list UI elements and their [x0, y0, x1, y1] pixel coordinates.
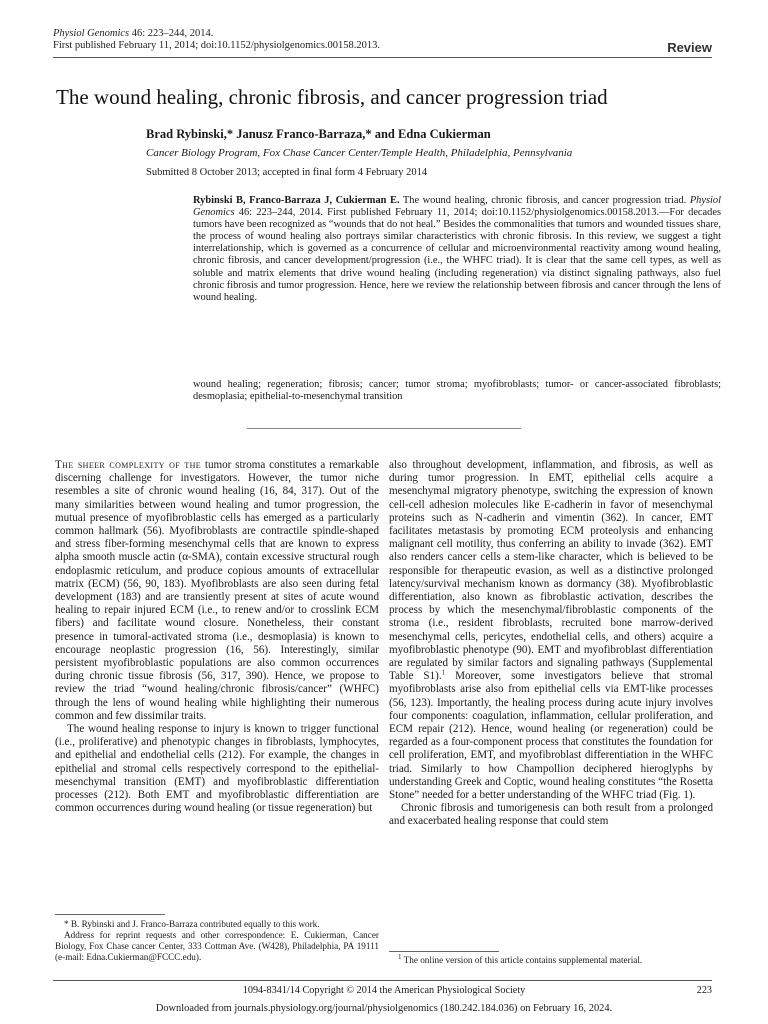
paragraph-text: Moreover, some investigators believe that stromal myofibroblasts arise also from epithelial cells via EMT-like processes (56, 123). Importantly, the healing process during acute injury involves four components: coagulation, inflammation, cellular proliferation, and ECM repair (212). Hence, wound healing (or regeneration) could be regarded as a four-component process that constitutes the foundation for cell proliferation, EMT, and myofibroblast differentiation in the WHFC triad. Similarly to how Champollion deciphered hieroglyphs by understanding Greek and Coptic, wound healing constitutes “the Rosetta Stone” needed for a better understanding of the WHFC triad (Fig. 1).: [389, 670, 713, 802]
footnote-divider: [55, 914, 165, 915]
article-title: The wound healing, chronic fibrosis, and cancer progression triad: [56, 85, 608, 109]
keywords: wound healing; regeneration; fibrosis; cancer; tumor stroma; myofibroblasts; tumor- or cancer-associated fibroblasts; desmoplasia; epithelial-to-mesenchymal transition: [193, 379, 721, 403]
footnote-divider: [389, 951, 499, 952]
footnote-address: Address for reprint requests and other correspondence: E. Cukierman, Cancer Biology, Fox Chase cancer Center, 333 Cottman Ave. (W428), Philadelphia, PA 19111 (e-mail: Edna.Cukierman@FCCC.edu).: [55, 930, 379, 962]
footnote-marker[interactable]: 1: [441, 668, 446, 677]
footnote-equal-contribution: * B. Rybinski and J. Franco-Barraza contributed equally to this work.: [64, 919, 320, 929]
download-notice: Downloaded from journals.physiology.org/journal/physiolgenomics (180.242.184.036) on February 16, 2024.: [155, 1003, 613, 1014]
affiliation: Cancer Biology Program, Fox Chase Cancer Center/Temple Health, Philadelphia, Pennsylvania: [146, 147, 573, 159]
abstract-body: 46: 223–244, 2014. First published February 11, 2014; doi:10.1152/physiolgenomics.00158.2013.—For decades tumors have been recognized as “wounds that do not heal.” Besides the commonalities that tumors and wounded tissues share, the process of wound healing also portrays similar characteristics with chronic fibrosis. In this review, we suggest a tight interrelationship, which is governed as a concurrence of cellular and microenvironmental reactivity among wound healing, chronic fibrosis, and cancer development/progression (i.e., the WHFC triad). It is clear that the same cell types, as well as soluble and matrix elements that drive wound healing (including regeneration) via distinct signaling pathways, also fuel chronic fibrosis and tumor progression. Hence, here we review the relationship between fibrosis and cancer through the lens of wound healing.: [193, 207, 721, 303]
section-label: Review: [667, 40, 712, 55]
journal-header: [53, 28, 380, 52]
body-paragraph: Chronic fibrosis and tumorigenesis can both result from a prolonged and exacerbated healing response that could stem: [389, 802, 713, 828]
footnote-supplemental: [389, 952, 713, 966]
abstract: [193, 195, 721, 304]
body-paragraph: [389, 459, 713, 802]
copyright-line: 1094-8341/14 Copyright © 2014 the American Physiological Society: [242, 985, 526, 996]
header-divider: [53, 57, 712, 58]
body-paragraph: [55, 459, 379, 723]
submission-dates: Submitted 8 October 2013; accepted in final form 4 February 2014: [146, 167, 428, 178]
footnote-number: 1: [398, 952, 402, 961]
abstract-citation-journal: Physiol Genomics: [193, 195, 721, 219]
paragraph-text: also throughout development, inflammation, and fibrosis, as well as during tumor progression. In EMT, epithelial cells acquire a mesenchymal migratory phenotype, switching the expression of known cell-cell adhesion molecules like E-cadherin in favor of mesenchymal proteins such as N-cadherin and vimentin (362). In cancer, EMT facilitates metastasis by promoting ECM proteolysis and enhancing malignant cell motility, thus conferring an ability to invade (362). EMT also renders cancer cells a stem-like character, which is believed to be responsible for therapeutic evasion, as well as a distinctive prolonged latency/survival mechanism known as dormancy (38). Myofibroblastic differentiation, also known as fibroblastic activation, describes the process by which the mesenchymal/fibroblastic components of the stroma (i.e., resident fibroblasts, recruited bone marrow-derived mesenchymal cells, pericytes, endothelial cells, and others) acquire a myofibroblastic phenotype (90). EMT and myofibroblast differentiation are regulated by similar factors and signaling pathways (Supplemental Table S1).: [389, 459, 713, 683]
footnotes-left: [55, 919, 379, 963]
lead-in-smallcaps: The sheer complexity of the: [55, 459, 202, 471]
body-column-right: [389, 459, 713, 829]
journal-name: Physiol Genomics: [53, 28, 130, 39]
author-list: Brad Rybinski,* Janusz Franco-Barraza,* and Edna Cukierman: [146, 127, 491, 141]
published-line[interactable]: First published February 11, 2014; doi:10.1152/physiolgenomics.00158.2013.: [53, 40, 381, 51]
footnote-text: The online version of this article contains supplemental material.: [401, 955, 643, 965]
journal-citation: 46: 223–244, 2014.: [131, 28, 214, 39]
abstract-divider: [247, 428, 521, 429]
page-number: 223: [696, 985, 712, 996]
abstract-citation-title: The wound healing, chronic fibrosis, and cancer progression triad.: [399, 195, 690, 206]
abstract-citation-authors: Rybinski B, Franco-Barraza J, Cukierman E.: [193, 195, 400, 206]
footer-divider: [53, 980, 712, 981]
body-paragraph: The wound healing response to injury is known to trigger functional (i.e., proliferative) and phenotypic changes in fibroblasts, lymphocytes, and epithelial and endothelial cells (212). For example, the changes in epithelial and stromal cells respectively correspond to the epithelial-mesenchymal transition (EMT) and myofibroblastic differentiation processes (212). Both EMT and myofibroblastic differentiation are common occurrences during wound healing (or tissue regeneration) but: [55, 723, 379, 815]
body-column-left: [55, 459, 379, 815]
paragraph-text: tumor stroma constitutes a remarkable discerning challenge for investigators. However, the tumor niche resembles a site of chronic wound healing (16, 84, 317). Out of the many similarities between wound healing and tumor progression, the mutual presence of myofibroblastic cells has emerged as a particularly common hallmark (56). Myofibroblasts are contractile spindle-shaped and stress fiber-forming mesenchymal cells that are known to express alpha smooth muscle actin (α-SMA), contain excessive structural rough endoplasmic reticulum, and produce copious amounts of extracellular matrix (ECM) (56, 90, 183). Myofibroblasts are also seen during fetal development (183) and are transiently present at sites of acute wound healing to repair injured ECM (i.e., to renew and/or to crosslink ECM fibers) and facilitate wound closure. Nonetheless, their constant presence in tumoral-activated stroma (i.e., desmoplasia) is known to encourage neoplastic progression (16, 56). Interestingly, similar persistent myofibroblastic populations are also common occurrences during chronic tissue fibrosis (56, 317, 390). Hence, we propose to review the triad “wound healing/chronic fibrosis/cancer” (WHFC) through the lens of wound healing while highlighting their numerous common and few dissimilar traits.: [55, 459, 379, 722]
